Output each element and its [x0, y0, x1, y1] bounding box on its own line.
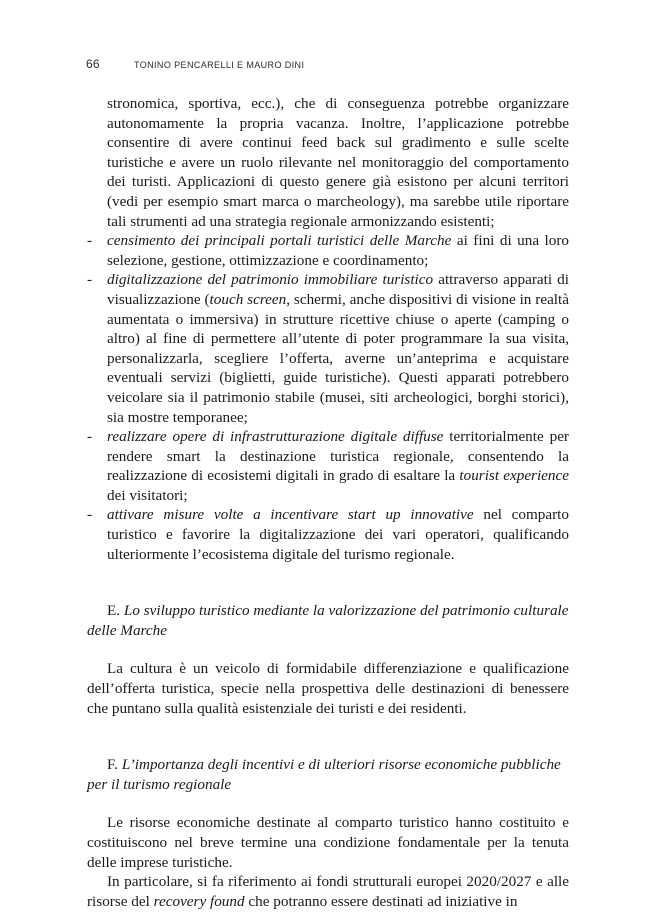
paragraph-fondi	[87, 872, 569, 911]
bullet-dash: -	[87, 506, 93, 524]
paragraph-risorse: Le risorse economiche destinate al comparto turistico hanno costituito e costituiscono nel breve termine una condizione fondamentale per la tenuta delle imprese turistiche.	[87, 814, 569, 871]
section-title-text: Lo sviluppo turistico mediante la valorizzazione del patrimonio culturale delle Marche	[87, 602, 569, 639]
spacer	[87, 564, 569, 601]
paragraph-italic-term: recovery found	[153, 892, 245, 910]
body-text	[87, 94, 569, 911]
bullet-italic-lead: digitalizzazione del patrimonio immobiliare turistico	[107, 271, 434, 289]
running-header	[86, 57, 304, 71]
section-title-text: L’importanza degli incentivi e di ulteriori risorse economiche pubbliche per il turismo regionale	[87, 756, 561, 793]
bullet-item-portali	[87, 231, 569, 270]
continued-paragraph: stronomica, sportiva, ecc.), che di conseguenza potrebbe organizzare autonomamente la propria vacanza. Inoltre, l’applicazione potrebbe consentire di avere continui feed back sul gradimento e sulle scelte turistiche e avere un ruolo rilevante nel monitoraggio del comportamento dei turisti. Applicazioni di questo genere già esistono per alcuni territori (vedi per esempio smart marca o marcheology), ma sarebbe utile riportare tali strumenti ad una strategia regionale armonizzando esistenti;	[107, 95, 569, 230]
bullet-italic-lead: realizzare opere di infrastrutturazione digitale diffuse	[107, 428, 444, 446]
bullet-text: nel comparto turistico e favorire la digitalizzazione dei vari operatori, qualificando ulteriormente l’ecosistema digitale del turismo regionale.	[107, 506, 569, 563]
bullet-text: ai fini di una loro selezione, gestione, ottimizzazione e coordinamento;	[107, 232, 569, 269]
bullet-item-infrastrutturazione	[87, 427, 569, 505]
bullet-text: attraverso apparati di visualizzazione (	[107, 271, 569, 308]
bullet-item-digitalizzazione	[87, 270, 569, 427]
spacer	[87, 640, 569, 659]
author-names: TONINO PENCARELLI E MAURO DINI	[134, 60, 305, 70]
paragraph-text: che potranno essere destinati ad iniziative in	[244, 892, 518, 910]
section-heading-e	[87, 601, 569, 640]
bullet-text: , schermi, anche dispositivi di visione in realtà aumentata o immersiva) in strutture ricettive chiuse o aperte (camping o altro) al fine di permettere all’utente di poter programmare la sua visita, personalizzarla, scegliere l’offerta, averne un’anteprima e acquistare eventuali servizi (biglietti, guide turistiche). Questi apparati potrebbero veicolare sia il patrimonio stabile (musei, siti archeologici, borghi storici), sia mostre temporanee;	[107, 290, 569, 426]
bullet-list	[87, 231, 569, 564]
bullet-text: dei visitatori;	[107, 486, 188, 504]
bullet-italic-lead: attivare misure volte a incentivare start up innovative	[107, 506, 474, 524]
spacer	[87, 794, 569, 813]
page-number: 66	[86, 57, 100, 71]
bullet-item-startup	[87, 505, 569, 564]
section-letter: F.	[107, 756, 119, 774]
bullet-italic-lead: censimento dei principali portali turistici delle Marche	[107, 232, 452, 250]
bullet-dash: -	[87, 232, 93, 250]
bullet-dash: -	[87, 428, 93, 446]
bullet-text: territorialmente per rendere smart la destinazione turistica regionale, consentendo la realizzazione di ecosistemi digitali in grado di esaltare la	[107, 428, 569, 485]
spacer	[87, 718, 569, 755]
paragraph-cultura: La cultura è un veicolo di formidabile differenziazione e qualificazione dell’offerta turistica, specie nella prospettiva delle destinazioni di benessere che puntano sulla qualità esistenziale dei turisti e dei residenti.	[87, 660, 569, 717]
bullet-dash: -	[87, 271, 93, 289]
bullet-italic-term: touch screen	[209, 290, 287, 308]
section-letter: E.	[107, 602, 121, 620]
paragraph-text: In particolare, si fa riferimento ai fondi strutturali europei 2020/2027 e alle risorse del	[87, 873, 569, 910]
bullet-italic-term: tourist experience	[459, 467, 570, 485]
section-heading-f	[87, 755, 569, 794]
